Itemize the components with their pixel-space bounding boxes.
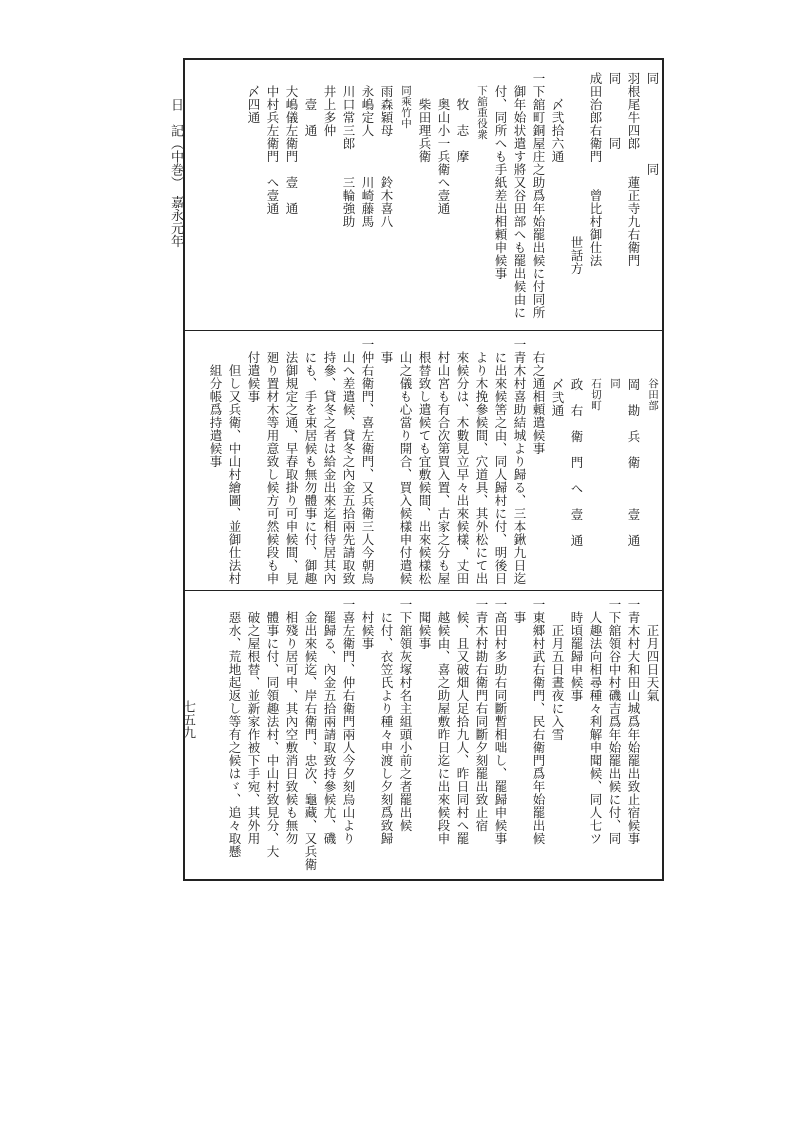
text-line: 付、同所へも手紙差出相頼申候事 <box>493 85 508 280</box>
text-line: 村山宮も有合次第買入置、古家之分も屋 <box>436 351 451 585</box>
text-line: 一青木村喜助結城より歸る、三本鍬九日迄 <box>512 338 527 585</box>
text-line: 事 <box>379 351 394 364</box>
text-line: にも、手を束居候も無勿體事に付、御趣 <box>303 351 318 585</box>
text-line: 越候由、喜之助屋敷昨日迄に出來候段申 <box>436 611 451 845</box>
text-line: 候、且又破畑人足拾九人、昨日同村へ罷 <box>455 611 470 845</box>
text-line: 組分帳爲持遣候事 <box>208 364 223 468</box>
text-line: 下舘重役衆 <box>476 85 488 140</box>
text-line: 谷田部 <box>647 378 659 411</box>
text-line: 政 右 衛 門 へ 壹 通 <box>569 378 584 547</box>
text-line: 一仲右衛門、喜左衛門、又兵衛三人今朝烏 <box>360 338 375 585</box>
text-line: 罷歸る、內金五拾兩請取致持參候尤、磯 <box>322 611 337 845</box>
text-line: 一高田村多助右同斷暫相咄し、罷歸申候事 <box>493 598 508 845</box>
text-line: 廻り置材木等用意致し候方可然候段も申 <box>265 351 280 585</box>
text-line: 體事に付、同領趣法村、中山村致見分、大 <box>265 611 280 858</box>
text-line: 人趣法向相尋種々利解申聞候、同人七ツ <box>588 611 603 845</box>
text-line: 御年始状遣す將又谷田部へも罷出候由に <box>512 85 527 319</box>
section-bottom <box>225 598 662 873</box>
text-line: 根替致し遣候ても宜敷候間、出來候樣松 <box>417 351 432 585</box>
text-line: 一下舘町銅屋庄之助爲年始罷出候に付同所 <box>531 72 546 319</box>
running-head-title: 日 記（中巻） 嘉永元年 <box>168 98 183 248</box>
text-line: 破之屋根替、並新家作被下手宛、其外用 <box>246 611 261 845</box>
text-line: に出來候筈之由、同人歸村に付、明後日 <box>493 351 508 585</box>
text-line: 永嶋定人 川崎藤馬 <box>360 85 375 228</box>
text-line: 事 <box>512 611 527 624</box>
text-line: 同 <box>609 378 621 389</box>
text-line: 〆弐拾六通 <box>550 98 565 163</box>
text-line: 一喜左衛門、仲右衛門兩人今夕刻烏山より <box>341 598 356 845</box>
text-line: 一下舘領谷中村磯吉爲年始罷出候に付、同 <box>607 598 622 845</box>
text-line: 一下舘領灰塚村名主組頭小前之者罷出候 <box>398 598 413 832</box>
text-line: 一青木村大和田山城爲年始罷出致止宿候事 <box>626 598 641 845</box>
text-line: 金出來候迄、岸右衛門、忠次、龜藏、又兵衛 <box>303 611 318 871</box>
text-line: 付遣候事 <box>246 351 261 403</box>
text-line: 正月四日天氣 <box>645 624 660 702</box>
text-line: 柴田理兵衛 <box>417 98 432 163</box>
text-line: 一青木村勘右衛門右同斷夕刻罷出致止宿 <box>474 598 489 832</box>
text-line: 〆弐通 <box>550 378 565 417</box>
text-line: 井上多仲 <box>322 85 337 137</box>
text-line: 右之通相頼遣候事 <box>531 351 546 455</box>
text-line: 聞候事 <box>417 611 432 650</box>
text-line: 川口常三郎 三輪強助 <box>341 85 356 228</box>
text-line: 〆四通 <box>246 85 261 124</box>
text-line: 同乘竹中 <box>400 85 412 129</box>
section-top <box>244 72 662 322</box>
text-line: 一東郷村武右衛門、民右衛門爲年始罷出候 <box>531 598 546 845</box>
text-line: 來候分は、木數見立早々出來候樣、丈田 <box>455 351 470 585</box>
text-line: 世話方 <box>569 132 584 275</box>
text-line: 奥山小一兵衛へ壹通 <box>436 98 451 215</box>
text-line: 同 同 <box>607 72 622 150</box>
text-line: に付、衣笠氏より種々申渡し夕刻爲致歸 <box>379 611 394 845</box>
text-line: 石切町 <box>590 378 602 411</box>
text-line: 持參、貸冬之者は給金出來迄相待居其內 <box>322 351 337 585</box>
text-line: 法御規定之通、早春取掛り可申候間、見 <box>284 351 299 585</box>
section-divider-bottom <box>183 590 664 591</box>
text-line: 雨森穎母 鈴木喜八 <box>379 85 394 228</box>
text-line: 但し又兵衛、中山村繪圖、並御仕法村 <box>227 364 242 585</box>
text-line: 中村兵左衛門 へ壹通 <box>265 85 280 215</box>
text-line: 正月五日晝夜に入雪 <box>550 624 565 741</box>
text-line: 成田治郎右衛門 曾比村御仕法 <box>588 72 603 267</box>
text-line: 羽根尾牛四郎 蓮正寺九右衛門 <box>626 72 641 267</box>
text-line: より木挽參候間、穴道具、其外松にて出 <box>474 351 489 585</box>
text-line: 相殘り居可申、其內空敷消日致候も無勿 <box>284 611 299 845</box>
text-line: 牧 志 摩 <box>455 98 470 163</box>
section-divider-top <box>183 330 664 331</box>
text-line: 山之儀も心當り開合、買入候樣申付遣候 <box>398 351 413 585</box>
text-line: 村候事 <box>360 611 375 650</box>
text-line: 壹 通 <box>303 98 318 137</box>
text-line: 同 同 <box>645 72 660 176</box>
text-line: 惡水、荒地起返し等有之候はゞ、追々取懸 <box>227 611 242 858</box>
page-number: 七五九 <box>180 700 195 739</box>
text-line: 時頃罷歸申候事 <box>569 611 584 702</box>
text-line: 岡 勘 兵 衛 壹 通 <box>626 378 641 547</box>
section-middle <box>206 338 662 583</box>
text-line: 大嶋儀左衛門 壹 通 <box>284 85 299 215</box>
text-line: 山へ差遣候、貸冬之內金五拾兩先請取致 <box>341 351 356 585</box>
